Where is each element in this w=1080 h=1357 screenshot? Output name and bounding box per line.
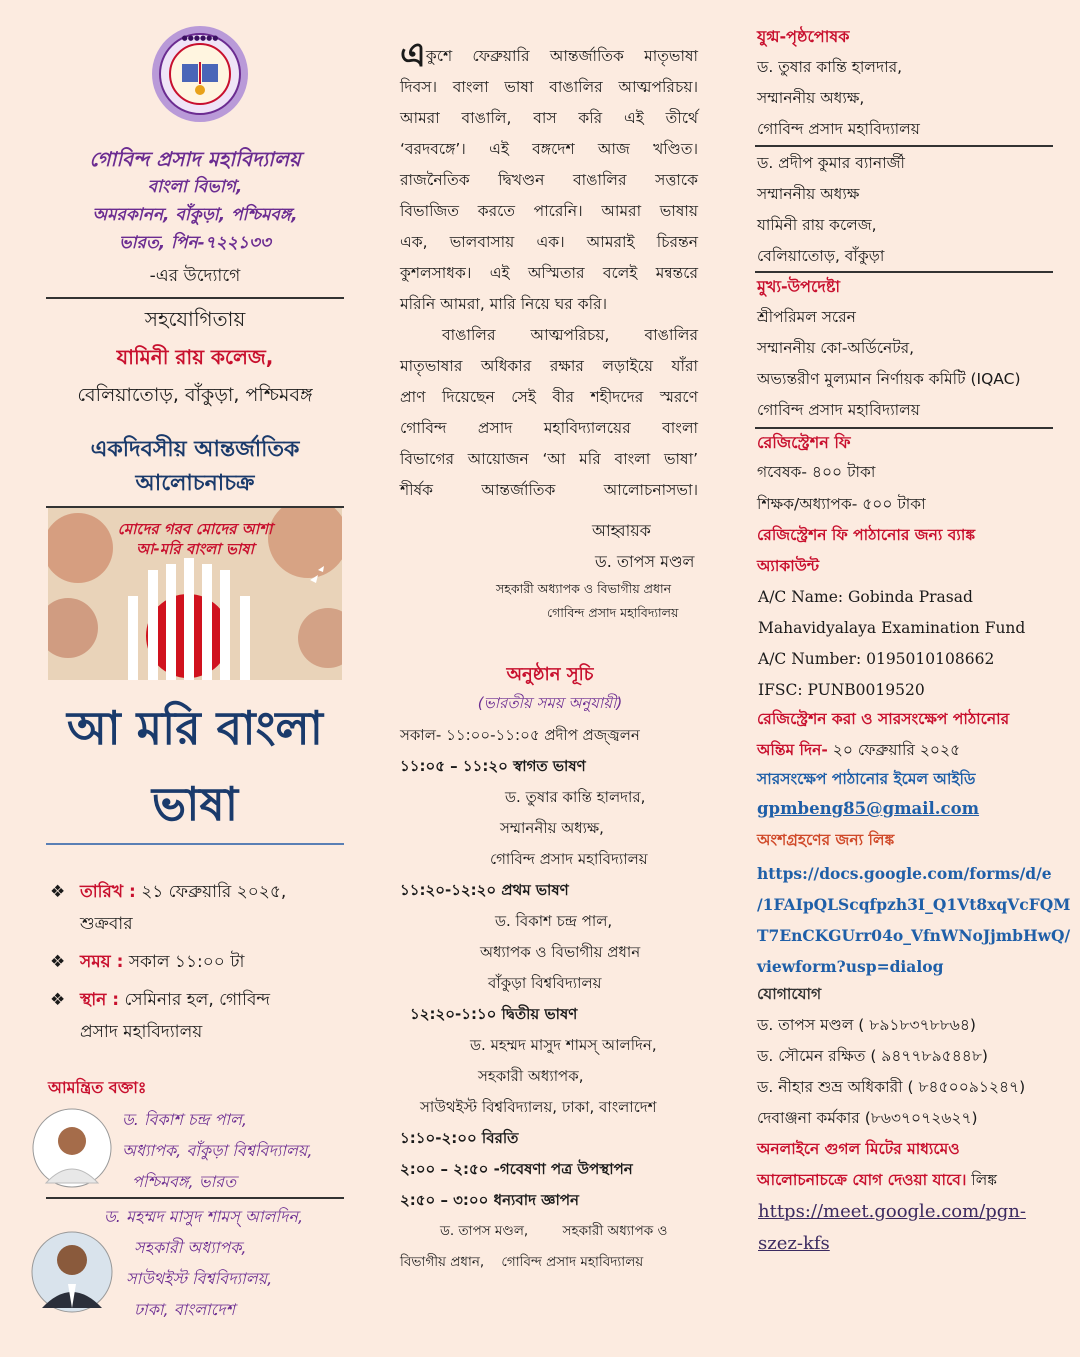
form-link-line[interactable]: https://docs.google.com/forms/d/e bbox=[757, 864, 1052, 883]
contact-label: যোগাযোগ bbox=[757, 985, 822, 1003]
schedule-item: সকাল- ১১:০০-১১:০৫ প্রদীপ প্রজ্জ্বলন bbox=[400, 726, 640, 744]
schedule-detail: ড. তুষার কান্তি হালদার, bbox=[505, 788, 646, 806]
address-line-1: অমরকানন, বাঁকুড়া, পশ্চিমবঙ্গ, bbox=[92, 205, 298, 225]
venue-row bbox=[50, 984, 350, 1016]
participation-link-label: অংশগ্রহণের জন্য লিঙ্ক bbox=[757, 831, 895, 849]
deadline-label: রেজিস্ট্রেশন করা ও সারসংক্ষেপ পাঠানোর bbox=[757, 710, 1010, 728]
schedule-detail: ড. তাপস মণ্ডল, সহকারী অধ্যাপক ও bbox=[440, 1223, 668, 1239]
venue-value-2: প্রসাদ মহাবিদ্যালয় bbox=[80, 1022, 203, 1042]
diamond-bullet-icon: ❖ bbox=[50, 882, 66, 902]
form-link-line[interactable]: viewform?usp=dialog bbox=[757, 957, 944, 976]
intro-line: আমরা বাঙালি, বাস করি এই তীর্থে bbox=[400, 109, 698, 127]
divider bbox=[755, 145, 1053, 147]
intro-line: মাতৃভাষার অধিকার রক্ষার লড়াইয়ে যাঁরা bbox=[400, 357, 698, 375]
time-label: সময় : bbox=[80, 952, 124, 972]
bank-ac-name-2: Mahavidyalaya Examination Fund bbox=[758, 619, 1026, 637]
deadline-label-2: অন্তিম দিন- bbox=[757, 741, 828, 759]
bank-ifsc: IFSC: PUNB0019520 bbox=[758, 681, 925, 699]
cosponsor-label: যুগ্ম-পৃষ্ঠপোষক bbox=[757, 27, 850, 46]
svg-text:●●●●●●: ●●●●●● bbox=[181, 34, 219, 42]
deadline bbox=[757, 704, 1057, 766]
intro-line: বাঙালির আত্মপরিচয়, বাঙালির bbox=[442, 326, 698, 344]
email-link[interactable]: gpmbeng85@gmail.com bbox=[757, 799, 980, 818]
convener-college: গোবিন্দ প্রসাদ মহাবিদ্যালয় bbox=[547, 605, 679, 620]
schedule-detail: অধ্যাপক ও বিভাগীয় প্রধান bbox=[480, 943, 641, 961]
advisor-line: শ্রীপরিমল সরেন bbox=[757, 308, 856, 326]
schedule-detail: ড. বিকাশ চন্দ্র পাল, bbox=[495, 912, 613, 930]
schedule-item: ২:০০ – ২:৫০ -গবেষণা পত্র উপস্থাপন bbox=[400, 1160, 633, 1178]
cosponsor-line: বেলিয়াতোড়, বাঁকুড়া bbox=[757, 247, 885, 265]
online-link-word: লিঙ্ক bbox=[966, 1171, 997, 1189]
intro-line: এক, ভালবাসায় এক। আমরাই চিরন্তন bbox=[400, 233, 698, 251]
bank-details bbox=[758, 582, 1058, 706]
collab-college: যামিনী রায় কলেজ, bbox=[116, 345, 274, 369]
intro-line: ‘বরদবঙ্গে’। এই বঙ্গদেশ আজ খণ্ডিত। bbox=[400, 140, 698, 158]
schedule-item: ১২:২০-১:১০ দ্বিতীয় ভাষণ bbox=[410, 1005, 578, 1023]
date-day: শুক্রবার bbox=[80, 914, 133, 934]
contact-item: ড. নীহার শুভ্র অধিকারী ( ৮৪৫০০৯১২৪৭) bbox=[757, 1078, 1026, 1096]
initiative-text: -এর উদ্যোগে bbox=[149, 266, 241, 286]
banner-image bbox=[48, 508, 342, 680]
schedule-list bbox=[400, 720, 700, 1278]
main-title-line-2: ভাষা bbox=[151, 777, 239, 831]
diamond-bullet-icon: ❖ bbox=[50, 990, 66, 1010]
fee-researcher: গবেষক- ৪০০ টাকা bbox=[757, 463, 876, 481]
schedule-detail: বিভাগীয় প্রধান, গোবিন্দ প্রসাদ মহাবিদ্যালয় bbox=[400, 1254, 644, 1270]
speaker-1 bbox=[122, 1104, 352, 1197]
collab-address: বেলিয়াতোড়, বাঁকুড়া, পশ্চিমবঙ্গ bbox=[77, 384, 313, 406]
schedule-item: ১১:২০-১২:২০ প্রথম ভাষণ bbox=[400, 881, 569, 899]
form-link-line[interactable]: /1FAIpQLScqfpzh3I_Q1Vt8xqVcFQM bbox=[757, 895, 1071, 914]
cosponsor-2 bbox=[757, 148, 1057, 272]
contact-item: ড. সৌমেন রক্ষিত ( ৯৪৭৭৮৯৫৪৪৮) bbox=[757, 1047, 988, 1065]
divider bbox=[46, 297, 344, 299]
intro-line: মরিনি আমরা, মারি নিয়ে ঘর করি। bbox=[400, 295, 608, 313]
bank-ac-name: A/C Name: Gobinda Prasad bbox=[758, 588, 973, 606]
fee-teacher: শিক্ষক/অধ্যাপক- ৫০০ টাকা bbox=[757, 495, 926, 513]
speaker-photo bbox=[32, 1103, 112, 1193]
intro-first-line: কুশে ফেব্রুয়ারি আন্তর্জাতিক মাতৃভাষা bbox=[425, 47, 698, 65]
intro-line: শীর্ষক আন্তর্জাতিক আলোচনাসভা। bbox=[400, 481, 698, 499]
online-line-2: আলোচনাচক্রে যোগ দেওয়া যাবে। bbox=[757, 1171, 967, 1189]
cosponsor-line: গোবিন্দ প্রসাদ মহাবিদ্যালয় bbox=[757, 120, 920, 138]
intro-line: রাজনৈতিক দ্বিখণ্ডন বাঙালির সত্তাকে bbox=[400, 171, 698, 189]
intro-line: দিবস। বাংলা ভাষা বাঙালির আত্মপরিচয়। bbox=[400, 78, 698, 96]
meet-link-line[interactable]: szez-kfs bbox=[758, 1233, 830, 1254]
divider bbox=[46, 843, 344, 845]
divider bbox=[46, 1197, 344, 1199]
meet-link[interactable] bbox=[758, 1196, 1058, 1260]
cosponsor-line: ড. প্রদীপ কুমার ব্যানার্জী bbox=[757, 154, 905, 172]
time-value: সকাল ১১:০০ টা bbox=[128, 952, 245, 972]
speaker-photo bbox=[30, 1222, 114, 1320]
college-seal-icon bbox=[150, 24, 250, 124]
seminar-title-line-1: একদিবসীয় আন্তর্জাতিক bbox=[90, 437, 300, 462]
cosponsor-line: সম্মাননীয় অধ্যক্ষ, bbox=[757, 89, 865, 107]
intro-line: গোবিন্দ প্রসাদ মহাবিদ্যালয়ের বাংলা bbox=[400, 419, 698, 437]
speaker-2 bbox=[104, 1201, 354, 1325]
contact-item: দেবাঞ্জনা কর্মকার (৮৬৩৭০৭২৬২৭) bbox=[757, 1109, 978, 1127]
form-link[interactable] bbox=[757, 858, 1071, 982]
intro-line: বিভাগের আয়োজন ‘আ মরি বাংলা ভাষা’ bbox=[400, 450, 698, 468]
date-label: তারিখ : bbox=[80, 882, 136, 902]
online-note bbox=[757, 1134, 1057, 1196]
cosponsor-line: সম্মাননীয় অধ্যক্ষ bbox=[757, 185, 860, 203]
contact-list bbox=[757, 1010, 1057, 1134]
schedule-detail: ড. মহম্মদ মাসুদ শামস্‌ আলদিন, bbox=[470, 1036, 657, 1054]
schedule-detail: বাঁকুড়া বিশ্ববিদ্যালয় bbox=[488, 974, 602, 992]
collab-label: সহযোগিতায় bbox=[144, 307, 246, 331]
form-link-line[interactable]: T7EnCKGUrr04o_VfnWNoJjmbHwQ/ bbox=[757, 926, 1071, 945]
speakers-label: আমন্ত্রিত বক্তাঃ bbox=[48, 1078, 147, 1097]
convener-name: ড. তাপস মণ্ডল bbox=[595, 552, 695, 571]
advisor-line: সম্মাননীয় কো-অর্ডিনেটর, bbox=[757, 339, 915, 357]
advisor-line: গোবিন্দ প্রসাদ মহাবিদ্যালয় bbox=[757, 401, 920, 419]
seminar-title-line-2: আলোচনাচক্র bbox=[135, 471, 255, 496]
venue-value-1: সেমিনার হল, গোবিন্দ bbox=[124, 990, 271, 1010]
fee-label: রেজিস্ট্রেশন ফি bbox=[757, 433, 851, 452]
speaker-2-title: সহকারী অধ্যাপক, bbox=[134, 1238, 247, 1257]
schedule-item: ১১:০৫ – ১১:২০ স্বাগত ভাষণ bbox=[400, 757, 586, 775]
bank-label-line: রেজিস্ট্রেশন ফি পাঠানোর জন্য ব্যাঙ্ক bbox=[757, 526, 976, 544]
college-name: গোবিন্দ প্রসাদ মহাবিদ্যালয় bbox=[89, 147, 301, 171]
meet-link-line[interactable]: https://meet.google.com/pgn- bbox=[758, 1201, 1026, 1222]
date-value: ২১ ফেব্রুয়ারি ২০২৫, bbox=[141, 882, 287, 902]
advisor-label: মুখ্য-উপদেষ্টা bbox=[757, 277, 841, 296]
convener-label: আহ্বায়ক bbox=[592, 521, 651, 540]
address-line-2: ভারত, পিন-৭২২১৩৩ bbox=[119, 233, 271, 253]
department: বাংলা বিভাগ, bbox=[147, 177, 243, 197]
convener-title: সহকারী অধ্যাপক ও বিভাগীয় প্রধান bbox=[496, 581, 672, 596]
intro-line: বিভাজিত করতে পারেনি। আমরা ভাষায় bbox=[400, 202, 698, 220]
speaker-2-place: ঢাকা, বাংলাদেশ bbox=[134, 1300, 235, 1319]
speaker-2-name: ড. মহম্মদ মাসুদ শামস্‌ আলদিন, bbox=[104, 1207, 304, 1226]
online-line-1: অনলাইনে গুগল মিটের মাধ্যমেও bbox=[757, 1140, 960, 1158]
schedule-detail: সম্মাননীয় অধ্যক্ষ, bbox=[500, 819, 604, 837]
intro-paragraph bbox=[400, 35, 698, 506]
event-details bbox=[50, 876, 350, 1048]
speaker-2-university: সাউথইস্ট বিশ্ববিদ্যালয়, bbox=[126, 1269, 273, 1288]
speaker-1-title: অধ্যাপক, বাঁকুড়া বিশ্ববিদ্যালয়, bbox=[122, 1141, 313, 1160]
bank-ac-number: A/C Number: 0195010108662 bbox=[758, 650, 995, 668]
deadline-value: ২০ ফেব্রুয়ারি ২০২৫ bbox=[827, 741, 961, 759]
main-title-line-1: আ মরি বাংলা bbox=[66, 701, 324, 755]
schedule-detail: গোবিন্দ প্রসাদ মহাবিদ্যালয় bbox=[490, 850, 648, 868]
date-row bbox=[50, 876, 350, 908]
cosponsor-line: ড. তুষার কান্তি হালদার, bbox=[757, 58, 903, 76]
schedule-item: ১:১০-২:০০ বিরতি bbox=[400, 1129, 519, 1147]
banner-line-2: আ-মরি বাংলা ভাষা bbox=[136, 540, 254, 558]
bank-label-line: অ্যাকাউন্ট bbox=[757, 557, 820, 575]
bank-label bbox=[757, 520, 1057, 582]
speaker-1-place: পশ্চিমবঙ্গ, ভারত bbox=[132, 1172, 237, 1191]
divider bbox=[755, 271, 1053, 273]
cosponsor-1 bbox=[757, 52, 1057, 145]
contact-item: ড. তাপস মণ্ডল ( ৮৯১৮৩৭৮৮৬৪) bbox=[757, 1016, 976, 1034]
cosponsor-line: যামিনী রায় কলেজ, bbox=[757, 216, 877, 234]
speaker-1-name: ড. বিকাশ চন্দ্র পাল, bbox=[122, 1110, 247, 1129]
schedule-item: ২:৫০ – ৩:০০ ধন্যবাদ জ্ঞাপন bbox=[400, 1191, 580, 1209]
schedule-detail: সহকারী অধ্যাপক, bbox=[478, 1067, 584, 1085]
advisor bbox=[757, 302, 1057, 426]
email-label: সারসংক্ষেপ পাঠানোর ইমেল আইডি bbox=[757, 770, 976, 788]
time-row bbox=[50, 946, 350, 978]
diamond-bullet-icon: ❖ bbox=[50, 952, 66, 972]
schedule-detail: সাউথইস্ট বিশ্ববিদ্যালয়, ঢাকা, বাংলাদেশ bbox=[420, 1098, 657, 1116]
schedule-subtitle: (ভারতীয় সময় অনুযায়ী) bbox=[477, 694, 623, 712]
divider bbox=[755, 427, 1053, 429]
schedule-title: অনুষ্ঠান সূচি bbox=[506, 664, 594, 685]
intro-line: কুশলসাধক। এই অস্মিতার বলেই মন্বন্তরে bbox=[400, 264, 698, 282]
intro-line: প্রাণ দিয়েছেন সেই বীর শহীদদের স্মরণে bbox=[400, 388, 698, 406]
banner-line-1: মোদের গরব মোদের আশা bbox=[117, 520, 273, 538]
advisor-line: অভ্যন্তরীণ মুল্যমান নির্ণায়ক কমিটি (IQAC) bbox=[757, 370, 1021, 388]
venue-label: স্থান : bbox=[80, 990, 120, 1010]
drop-cap: এ bbox=[400, 35, 426, 75]
